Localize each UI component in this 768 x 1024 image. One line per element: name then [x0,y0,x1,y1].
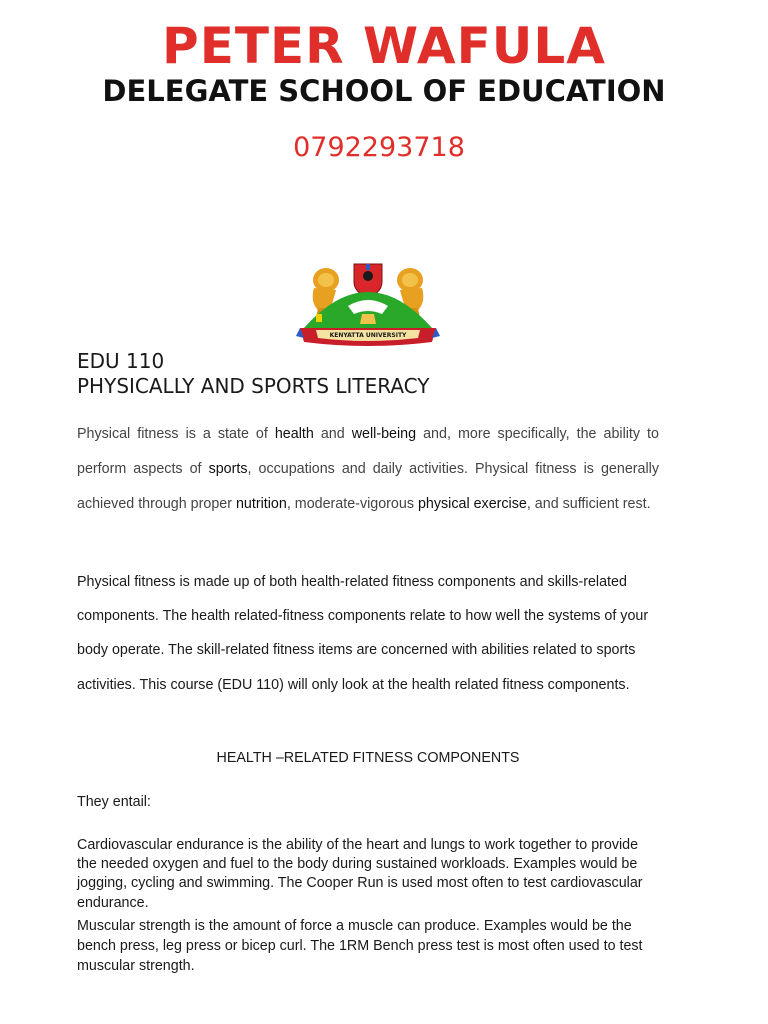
intro-text-4: , occupations and daily activities. Physical fitness is generally achieved through proper [77,460,659,512]
intro-text-2: and [313,426,352,442]
intro-text-6: , and sufficient rest. [526,495,651,512]
torch-shape [360,314,376,324]
kenyatta-university-crest-icon [296,258,440,350]
physical-exercise-link[interactable]: physical exercise [417,495,527,512]
course-code: EDU 110 [77,349,165,373]
school-name: DELEGATE SCHOOL OF EDUCATION [102,74,666,108]
well-being-link[interactable]: well-being [351,426,417,442]
muscular-strength-paragraph: Muscular strength is the amount of force a muscle can produce. Examples would be the bench press, leg press or bicep curl. The 1RM Bench press test is most often used to test muscular strength. [77,918,643,974]
section-heading: HEALTH –RELATED FITNESS COMPONENTS [216,750,520,766]
ribbon-text: KENYATTA UNIVERSITY [329,332,407,339]
author-name: PETER WAFULA [162,17,606,75]
intro-text-5: , moderate-vigorous [286,495,418,512]
they-entail-text: They entail: [77,794,151,810]
nutrition-link[interactable]: nutrition [235,495,287,512]
sports-link[interactable]: sports [208,460,248,477]
pennant-shape [316,314,322,322]
intro-text-3: and, more specifically, the ability to perform aspects of [77,426,659,477]
cardiovascular-paragraph: Cardiovascular endurance is the ability of the heart and lungs to work together to provide the needed oxygen and fuel to the body during sustained workloads. Examples would be jogging, cycling and swimming. The Cooper Run is used most often to test cardiovascular endurance. [77,837,643,911]
health-link[interactable]: health [274,426,314,442]
ribbon-banner [296,328,440,346]
phone-number: 0792293718 [293,132,465,163]
intro-text-1: Physical fitness is a state of [77,426,275,442]
course-title: PHYSICALLY AND SPORTS LITERACY [77,374,430,398]
components-paragraph: Physical fitness is made up of both health-related fitness components and skills-related components. The health related-fitness components relate to how well the systems of your body operate. The skill-related fitness items are concerned with abilities related to sports activities. This course (EDU 110) will only look at the health related fitness components. [77,574,649,693]
intro-paragraph [77,417,659,521]
